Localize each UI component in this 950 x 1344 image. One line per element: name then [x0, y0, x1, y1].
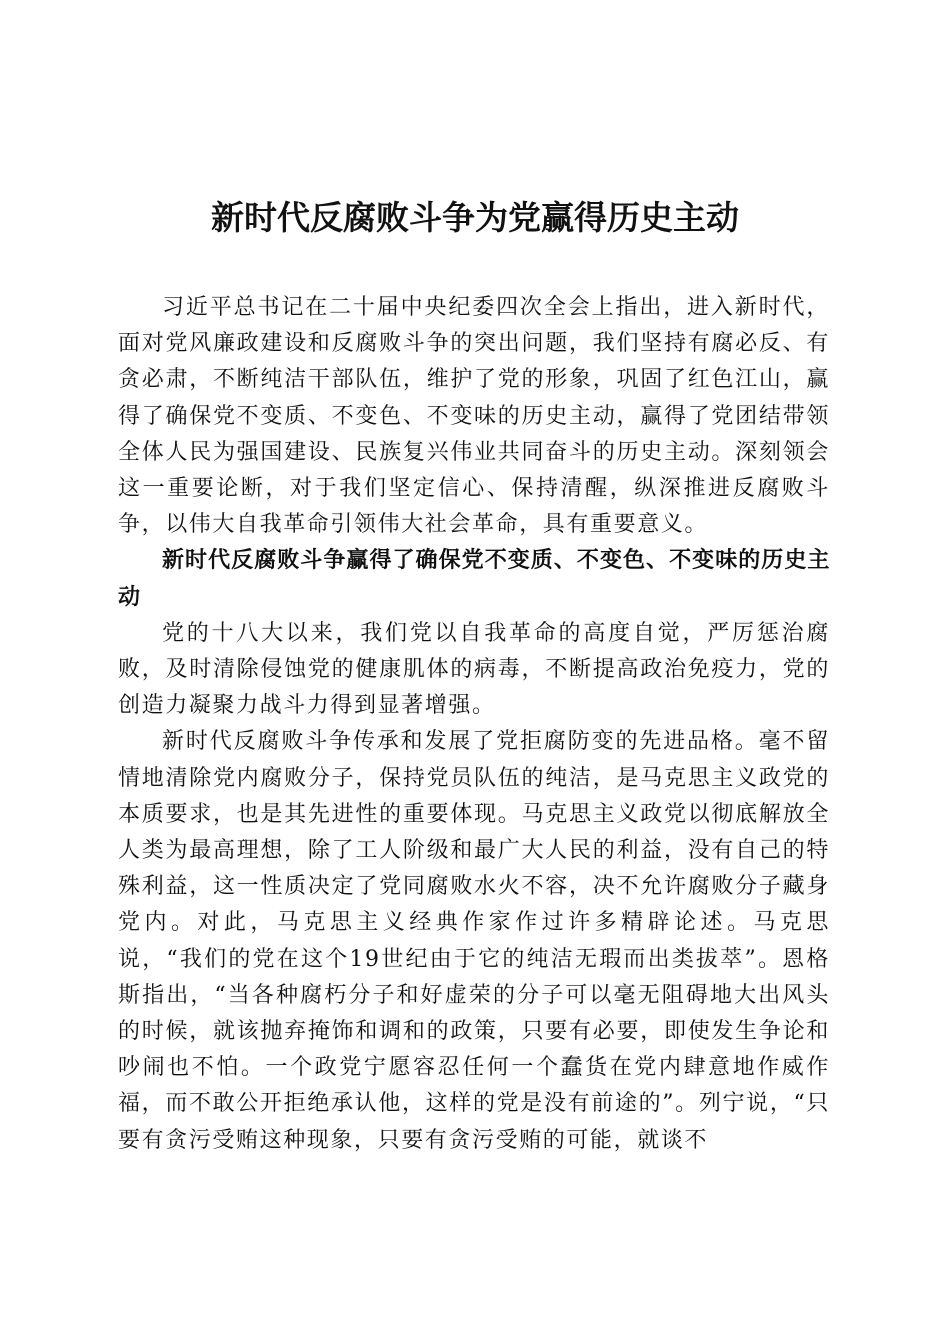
document-body [118, 290, 830, 1159]
body-paragraph: 党的十八大以来，我们党以自我革命的高度自觉，严厉惩治腐败，及时清除侵蚀党的健康肌体的病毒，不断提高政治免疫力，党的创造力凝聚力战斗力得到显著增强。 [118, 620, 830, 719]
intro-paragraph: 习近平总书记在二十届中央纪委四次全会上指出，进入新时代，面对党风廉政建设和反腐败斗争的突出问题，我们坚持有腐必反、有贪必肃，不断纯洁干部队伍，维护了党的形象，巩固了红色江山，赢得了确保党不变质、不变色、不变味的历史主动，赢得了党团结带领全体人民为强国建设、民族复兴伟业共同奋斗的历史主动。深刻领会这一重要论断，对于我们坚定信心、保持清醒，纵深推进反腐败斗争，以伟大自我革命引领伟大社会革命，具有重要意义。 [118, 295, 830, 538]
section-heading: 新时代反腐败斗争赢得了确保党不变质、不变色、不变味的历史主动 [118, 548, 830, 610]
body-paragraph: 新时代反腐败斗争传承和发展了党拒腐防变的先进品格。毫不留情地清除党内腐败分子，保持党员队伍的纯洁，是马克思主义政党的本质要求，也是其先进性的重要体现。马克思主义政党以彻底解放全人类为最高理想，除了工人阶级和最广大人民的利益，没有自己的特殊利益，这一性质决定了党同腐败水火不容，决不允许腐败分子藏身党内。对此，马克思主义经典作家作过许多精辟论述。马克思说，“我们的党在这个19世纪由于它的纯洁无瑕而出类拔萃”。恩格斯指出，“当各种腐朽分子和好虚荣的分子可以毫无阻碍地大出风头的时候，就该抛弃掩饰和调和的政策，只要有必要，即使发生争论和吵闹也不怕。一个政党宁愿容忍任何一个蠢货在党内肆意地作威作福，而不敢公开拒绝承认他，这样的党是没有前途的”。列宁说，“只要有贪污受贿这种现象，只要有贪污受贿的可能，就谈不 [118, 729, 830, 1153]
page-title: 新时代反腐败斗争为党赢得历史主动 [211, 198, 739, 237]
